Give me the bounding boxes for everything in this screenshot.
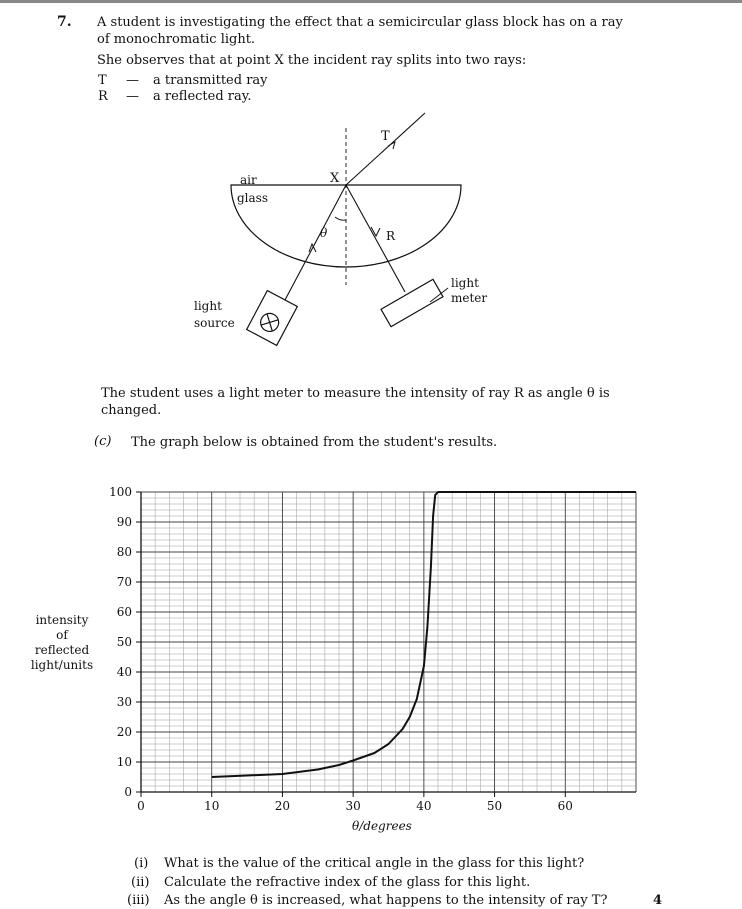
- chart-x-ticks: [137, 792, 573, 813]
- def-r-dash: —: [126, 89, 139, 104]
- y-tick-label: 30: [116, 695, 132, 709]
- def-t-text: a transmitted ray: [153, 73, 268, 88]
- part-c-text: The graph below is obtained from the student's results.: [131, 435, 498, 450]
- x-tick-label: 40: [416, 799, 432, 813]
- label-ray-t: T: [381, 129, 390, 144]
- ylabel-line-3: reflected: [34, 643, 90, 657]
- def-t-symbol: T: [98, 73, 107, 88]
- x-tick-label: 60: [557, 799, 573, 813]
- question-i-num: (i): [134, 856, 149, 871]
- x-tick-label: 50: [486, 799, 503, 813]
- def-r-text: a reflected ray.: [153, 89, 252, 104]
- label-light-meter-2: meter: [451, 291, 488, 305]
- y-tick-label: 10: [116, 755, 132, 769]
- ylabel-line-1: intensity: [35, 613, 89, 627]
- marks: 4: [653, 893, 663, 908]
- chart-major-grid: [141, 492, 636, 792]
- question-ii-num: (ii): [131, 875, 150, 890]
- question-iii-num: (iii): [127, 893, 150, 908]
- question-number: 7.: [57, 14, 72, 30]
- question-ii-text: Calculate the refractive index of the glass for this light.: [164, 875, 531, 890]
- y-tick-label: 90: [116, 515, 132, 529]
- label-light-source-1: light: [194, 299, 222, 313]
- method-line-1: The student uses a light meter to measure the intensity of ray R as angle θ is: [101, 386, 610, 401]
- ylabel-line-4: light/units: [30, 658, 94, 672]
- label-ray-r: R: [386, 229, 396, 243]
- label-theta: θ: [320, 226, 328, 240]
- y-tick-label: 40: [116, 665, 132, 679]
- question-i-text: What is the value of the critical angle in the glass for this light?: [164, 856, 585, 871]
- intro-line-3: She observes that at point X the incident ray splits into two rays:: [97, 53, 527, 68]
- intro-line-1: A student is investigating the effect that a semicircular glass block has on a ray: [97, 15, 623, 30]
- question-iii-text: As the angle θ is increased, what happens to the intensity of ray T?: [164, 893, 608, 908]
- x-tick-label: 10: [204, 799, 220, 813]
- intro-line-2: of monochromatic light.: [97, 32, 256, 47]
- y-tick-label: 70: [116, 575, 132, 589]
- label-light-meter-1: light: [451, 276, 479, 290]
- label-glass: glass: [237, 191, 268, 205]
- y-tick-label: 60: [116, 605, 132, 619]
- y-tick-label: 0: [124, 785, 132, 799]
- part-c-label: (c): [94, 434, 112, 449]
- method-line-2: changed.: [101, 403, 162, 418]
- x-tick-label: 0: [137, 799, 145, 813]
- label-light-source-2: source: [194, 316, 235, 330]
- x-tick-label: 30: [345, 799, 361, 813]
- y-tick-label: 80: [116, 545, 132, 559]
- y-tick-label: 50: [116, 635, 132, 649]
- label-air: air: [240, 173, 257, 187]
- chart-y-ticks: [109, 485, 141, 799]
- def-r-symbol: R: [98, 89, 108, 104]
- label-point-x: X: [330, 171, 340, 186]
- ylabel-line-2: of: [56, 628, 68, 642]
- def-t-dash: —: [126, 73, 139, 88]
- x-tick-label: 20: [274, 799, 291, 813]
- x-axis-label: θ/degrees: [352, 819, 412, 833]
- y-tick-label: 20: [116, 725, 132, 739]
- y-tick-label: 100: [109, 485, 132, 499]
